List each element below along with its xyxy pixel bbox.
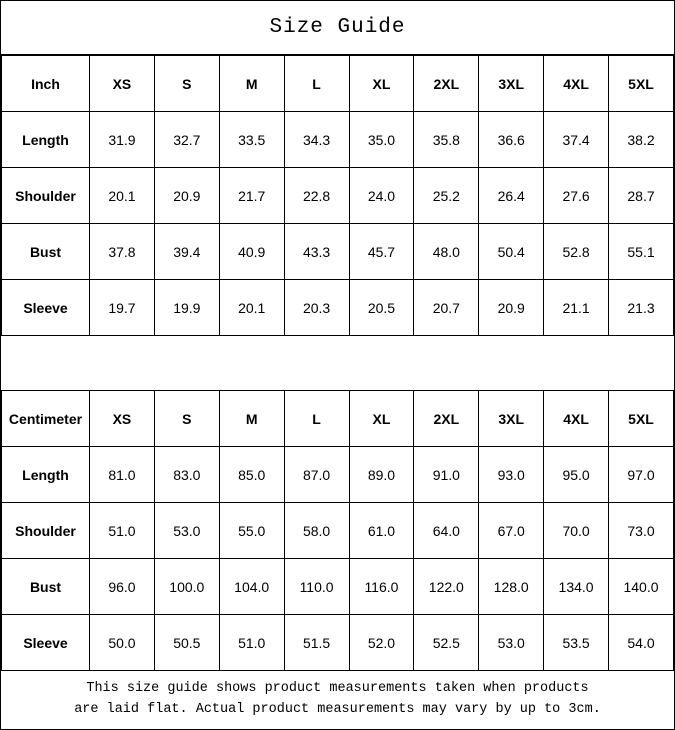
measurement-value-cell: 100.0 bbox=[154, 559, 219, 615]
measurement-value-cell: 28.7 bbox=[609, 168, 674, 224]
size-header-cell: 3XL bbox=[479, 391, 544, 447]
size-header-cell: M bbox=[219, 56, 284, 112]
measurement-value-cell: 21.1 bbox=[544, 280, 609, 336]
measurement-label: Length bbox=[2, 112, 90, 168]
measurement-value-cell: 85.0 bbox=[219, 447, 284, 503]
measurement-value-cell: 95.0 bbox=[544, 447, 609, 503]
measurement-value-cell: 73.0 bbox=[609, 503, 674, 559]
measurement-value-cell: 45.7 bbox=[349, 224, 414, 280]
table-gap bbox=[1, 336, 674, 390]
measurement-label: Length bbox=[2, 447, 90, 503]
unit-header-cell: Centimeter bbox=[2, 391, 90, 447]
measurement-value-cell: 122.0 bbox=[414, 559, 479, 615]
measurement-label: Bust bbox=[2, 559, 90, 615]
measurement-value-cell: 22.8 bbox=[284, 168, 349, 224]
measurement-row bbox=[2, 503, 674, 559]
measurement-value-cell: 55.1 bbox=[609, 224, 674, 280]
measurement-value-cell: 53.0 bbox=[154, 503, 219, 559]
measurement-value-cell: 51.0 bbox=[90, 503, 155, 559]
unit-header-cell: Inch bbox=[2, 56, 90, 112]
measurement-value-cell: 35.0 bbox=[349, 112, 414, 168]
measurement-value-cell: 104.0 bbox=[219, 559, 284, 615]
measurement-value-cell: 51.0 bbox=[219, 615, 284, 671]
size-header-cell: L bbox=[284, 391, 349, 447]
measurement-value-cell: 50.4 bbox=[479, 224, 544, 280]
measurement-value-cell: 83.0 bbox=[154, 447, 219, 503]
measurement-row bbox=[2, 168, 674, 224]
size-header-cell: M bbox=[219, 391, 284, 447]
measurement-label: Shoulder bbox=[2, 168, 90, 224]
size-header-cell: 3XL bbox=[479, 56, 544, 112]
measurement-value-cell: 21.3 bbox=[609, 280, 674, 336]
measurement-label: Sleeve bbox=[2, 280, 90, 336]
measurement-value-cell: 61.0 bbox=[349, 503, 414, 559]
measurement-value-cell: 37.4 bbox=[544, 112, 609, 168]
size-header-cell: 5XL bbox=[609, 56, 674, 112]
measurement-value-cell: 50.5 bbox=[154, 615, 219, 671]
measurement-value-cell: 128.0 bbox=[479, 559, 544, 615]
footer-note bbox=[1, 671, 674, 729]
measurement-value-cell: 134.0 bbox=[544, 559, 609, 615]
measurement-value-cell: 48.0 bbox=[414, 224, 479, 280]
measurement-value-cell: 54.0 bbox=[609, 615, 674, 671]
measurement-value-cell: 52.5 bbox=[414, 615, 479, 671]
measurement-value-cell: 70.0 bbox=[544, 503, 609, 559]
measurement-value-cell: 20.5 bbox=[349, 280, 414, 336]
measurement-value-cell: 26.4 bbox=[479, 168, 544, 224]
measurement-value-cell: 91.0 bbox=[414, 447, 479, 503]
measurement-row bbox=[2, 280, 674, 336]
measurement-value-cell: 25.2 bbox=[414, 168, 479, 224]
size-header-cell: S bbox=[154, 56, 219, 112]
size-header-cell: 5XL bbox=[609, 391, 674, 447]
measurement-value-cell: 96.0 bbox=[90, 559, 155, 615]
measurement-value-cell: 34.3 bbox=[284, 112, 349, 168]
measurement-value-cell: 43.3 bbox=[284, 224, 349, 280]
measurement-row bbox=[2, 224, 674, 280]
measurement-value-cell: 53.5 bbox=[544, 615, 609, 671]
measurement-label: Sleeve bbox=[2, 615, 90, 671]
measurement-value-cell: 116.0 bbox=[349, 559, 414, 615]
measurement-value-cell: 40.9 bbox=[219, 224, 284, 280]
measurement-value-cell: 52.8 bbox=[544, 224, 609, 280]
measurement-value-cell: 81.0 bbox=[90, 447, 155, 503]
size-header-row bbox=[2, 391, 674, 447]
size-header-cell: 4XL bbox=[544, 56, 609, 112]
size-header-cell: 4XL bbox=[544, 391, 609, 447]
measurement-value-cell: 140.0 bbox=[609, 559, 674, 615]
measurement-value-cell: 55.0 bbox=[219, 503, 284, 559]
size-header-cell: XL bbox=[349, 56, 414, 112]
measurement-row bbox=[2, 615, 674, 671]
measurement-label: Shoulder bbox=[2, 503, 90, 559]
measurement-value-cell: 20.7 bbox=[414, 280, 479, 336]
measurement-row bbox=[2, 447, 674, 503]
measurement-value-cell: 24.0 bbox=[349, 168, 414, 224]
measurement-value-cell: 32.7 bbox=[154, 112, 219, 168]
measurement-value-cell: 53.0 bbox=[479, 615, 544, 671]
measurement-value-cell: 97.0 bbox=[609, 447, 674, 503]
measurement-value-cell: 20.3 bbox=[284, 280, 349, 336]
measurement-row bbox=[2, 112, 674, 168]
footer-note-line-1: This size guide shows product measurements taken when products bbox=[86, 681, 589, 697]
size-header-cell: XL bbox=[349, 391, 414, 447]
measurement-value-cell: 93.0 bbox=[479, 447, 544, 503]
measurement-value-cell: 51.5 bbox=[284, 615, 349, 671]
measurement-value-cell: 19.7 bbox=[90, 280, 155, 336]
measurement-value-cell: 37.8 bbox=[90, 224, 155, 280]
measurement-value-cell: 52.0 bbox=[349, 615, 414, 671]
measurement-row bbox=[2, 559, 674, 615]
measurement-value-cell: 38.2 bbox=[609, 112, 674, 168]
inch-size-table bbox=[1, 55, 674, 336]
size-header-cell: L bbox=[284, 56, 349, 112]
measurement-value-cell: 20.1 bbox=[90, 168, 155, 224]
measurement-value-cell: 67.0 bbox=[479, 503, 544, 559]
measurement-value-cell: 31.9 bbox=[90, 112, 155, 168]
measurement-value-cell: 27.6 bbox=[544, 168, 609, 224]
measurement-value-cell: 20.9 bbox=[479, 280, 544, 336]
measurement-value-cell: 20.1 bbox=[219, 280, 284, 336]
measurement-value-cell: 89.0 bbox=[349, 447, 414, 503]
size-header-row bbox=[2, 56, 674, 112]
centimeter-size-table bbox=[1, 390, 674, 671]
size-header-cell: S bbox=[154, 391, 219, 447]
measurement-label: Bust bbox=[2, 224, 90, 280]
measurement-value-cell: 58.0 bbox=[284, 503, 349, 559]
measurement-value-cell: 87.0 bbox=[284, 447, 349, 503]
page-title: Size Guide bbox=[1, 1, 674, 55]
size-header-cell: 2XL bbox=[414, 56, 479, 112]
measurement-value-cell: 35.8 bbox=[414, 112, 479, 168]
size-header-cell: XS bbox=[90, 391, 155, 447]
size-header-cell: 2XL bbox=[414, 391, 479, 447]
measurement-value-cell: 21.7 bbox=[219, 168, 284, 224]
measurement-value-cell: 50.0 bbox=[90, 615, 155, 671]
measurement-value-cell: 36.6 bbox=[479, 112, 544, 168]
measurement-value-cell: 20.9 bbox=[154, 168, 219, 224]
measurement-value-cell: 33.5 bbox=[219, 112, 284, 168]
measurement-value-cell: 110.0 bbox=[284, 559, 349, 615]
footer-note-line-2: are laid flat. Actual product measurements may vary by up to 3cm. bbox=[74, 702, 601, 717]
measurement-value-cell: 39.4 bbox=[154, 224, 219, 280]
size-header-cell: XS bbox=[90, 56, 155, 112]
measurement-value-cell: 19.9 bbox=[154, 280, 219, 336]
measurement-value-cell: 64.0 bbox=[414, 503, 479, 559]
